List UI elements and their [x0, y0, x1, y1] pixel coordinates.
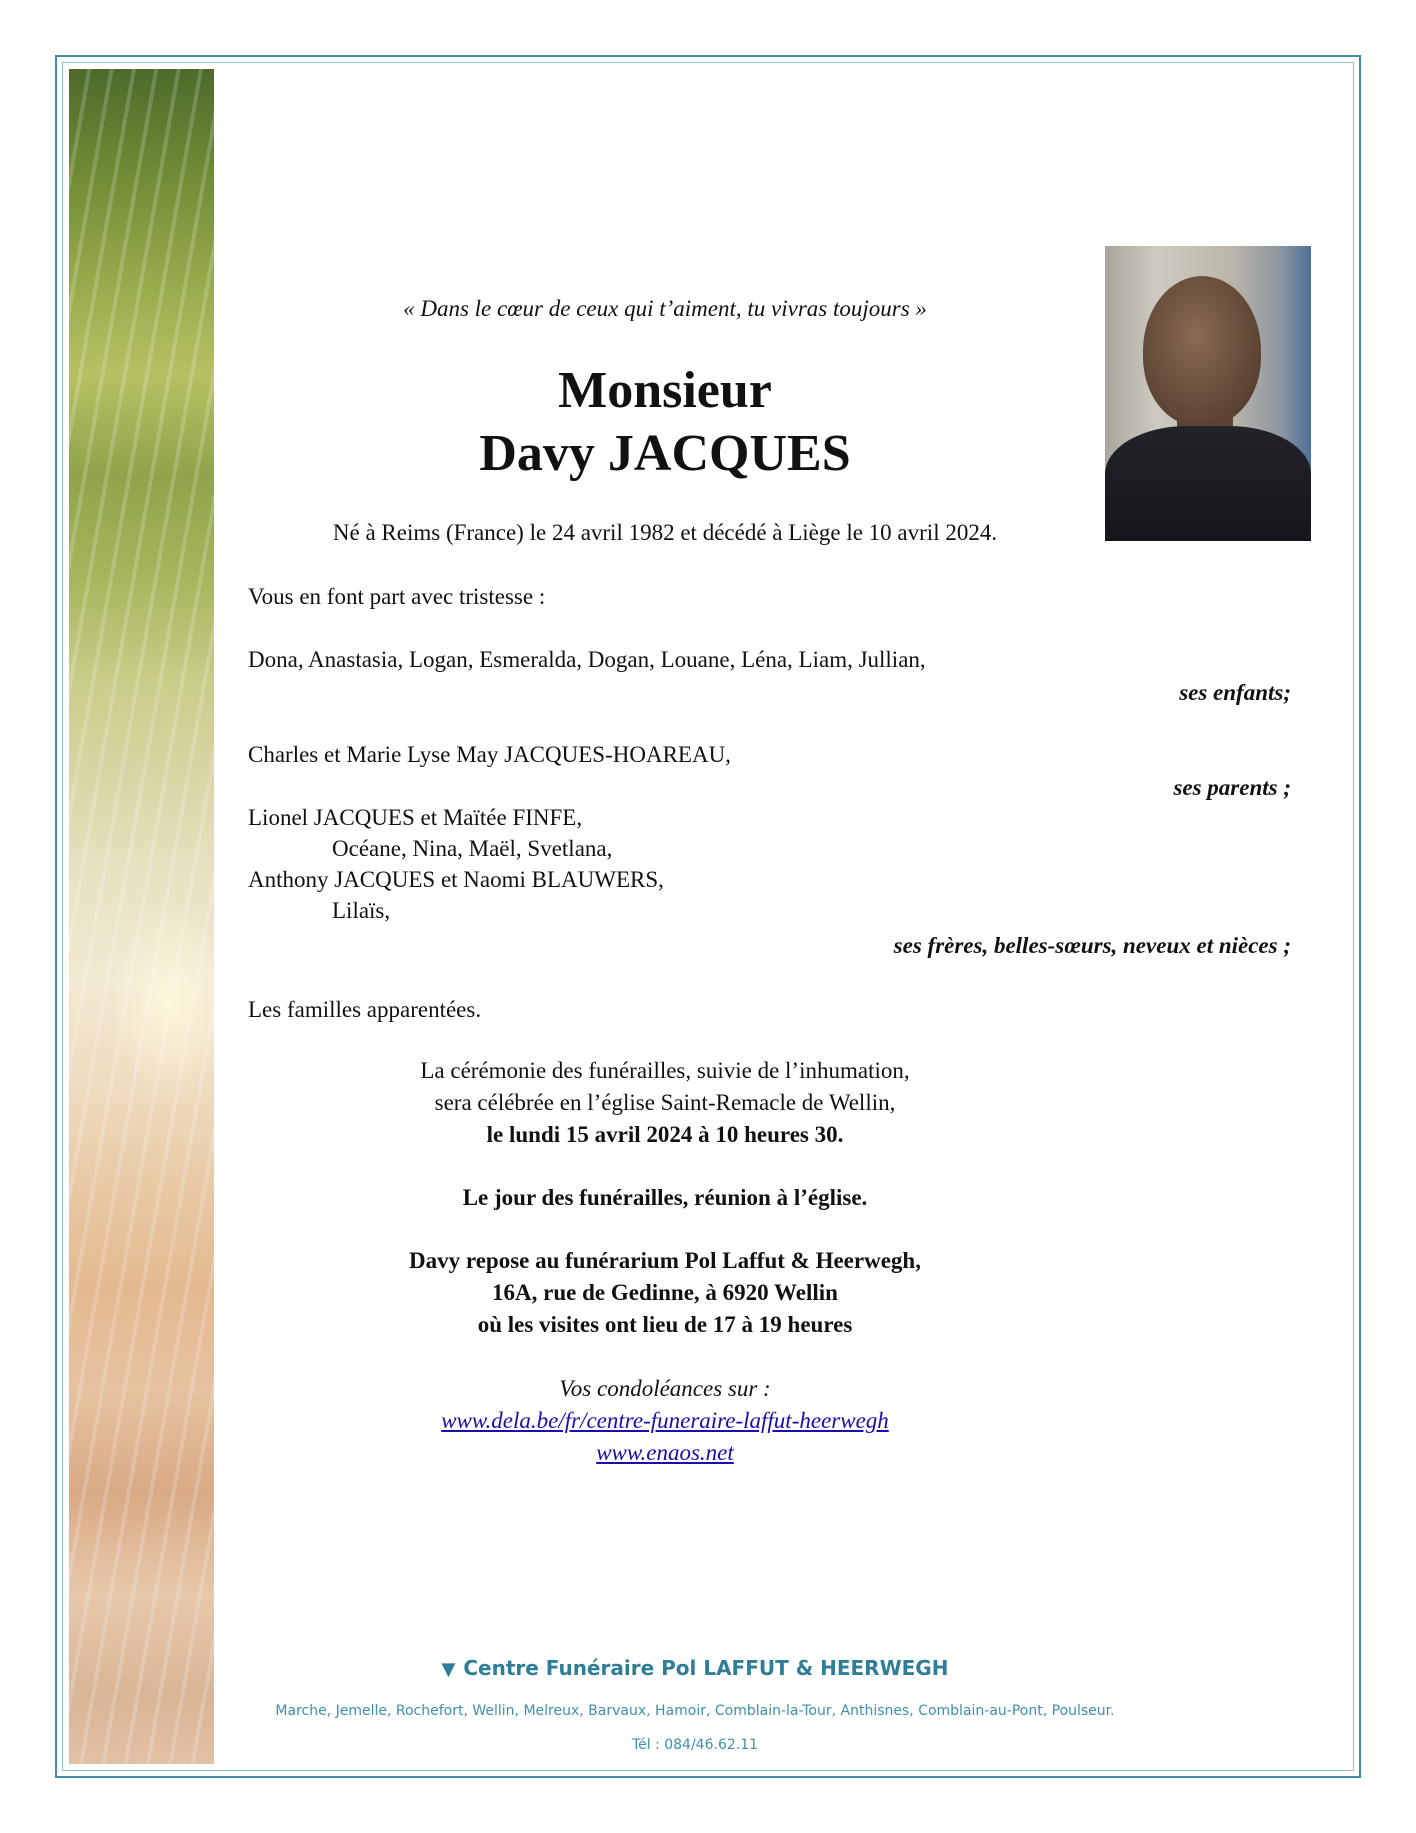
families-line: Les familles apparentées.	[248, 997, 482, 1022]
funeral-center-locations: Marche, Jemelle, Rochefort, Wellin, Melreux, Barvaux, Hamoir, Comblain-la-Tour, Anthisnes, Comblain-au-Pont, Poulseur.	[275, 1703, 1115, 1719]
repose-line-1: Davy repose au funérarium Pol Laffut & Heerwegh,	[409, 1248, 921, 1273]
triangle-down-icon: ▼	[441, 1659, 456, 1680]
meeting-line: Le jour des funérailles, réunion à l’église.	[462, 1185, 868, 1210]
funeral-center-phone: Tél : 084/46.62.11	[631, 1737, 759, 1753]
forest-path-decorative-image	[69, 69, 214, 1764]
parents-label: ses parents ;	[1173, 775, 1291, 800]
title-civility: Monsieur	[558, 362, 772, 419]
epigraph: « Dans le cœur de ceux qui t’aiment, tu vivras toujours »	[403, 296, 927, 321]
condolences-link-dela[interactable]: www.dela.be/fr/centre-funeraire-laffut-heerwegh	[441, 1408, 889, 1433]
announcement-intro: Vous en font part avec tristesse :	[248, 584, 546, 609]
ceremony-line-2: sera célébrée en l’église Saint-Remacle de Wellin,	[434, 1090, 896, 1115]
portrait-photo	[1105, 246, 1311, 541]
visiting-hours: où les visites ont lieu de 17 à 19 heures	[477, 1312, 853, 1337]
siblings-line-3: Anthony JACQUES et Naomi BLAUWERS,	[248, 867, 664, 892]
siblings-line-1: Lionel JACQUES et Maïtée FINFE,	[248, 805, 583, 830]
children-label: ses enfants;	[1179, 680, 1291, 705]
siblings-line-2: Océane, Nina, Maël, Svetlana,	[332, 836, 613, 861]
siblings-label: ses frères, belles-sœurs, neveux et nièces ;	[893, 933, 1291, 958]
funeral-center-label: Centre Funéraire Pol LAFFUT & HEERWEGH	[463, 1656, 949, 1680]
repose-address: 16A, rue de Gedinne, à 6920 Wellin	[492, 1280, 838, 1305]
ceremony-date: le lundi 15 avril 2024 à 10 heures 30.	[486, 1122, 844, 1147]
condolences-link-enaos[interactable]: www.enaos.net	[596, 1440, 734, 1465]
siblings-line-4: Lilaïs,	[332, 898, 391, 923]
title-name: Davy JACQUES	[479, 425, 851, 482]
parents-names: Charles et Marie Lyse May JACQUES-HOAREAU,	[248, 742, 731, 767]
condolences-label: Vos condoléances sur :	[559, 1376, 771, 1401]
ceremony-line-1: La cérémonie des funérailles, suivie de l’inhumation,	[420, 1058, 910, 1083]
children-names: Dona, Anastasia, Logan, Esmeralda, Dogan, Louane, Léna, Liam, Jullian,	[248, 647, 926, 672]
birth-death-line: Né à Reims (France) le 24 avril 1982 et décédé à Liège le 10 avril 2024.	[332, 520, 998, 545]
funeral-center-name	[250, 1656, 1140, 1680]
